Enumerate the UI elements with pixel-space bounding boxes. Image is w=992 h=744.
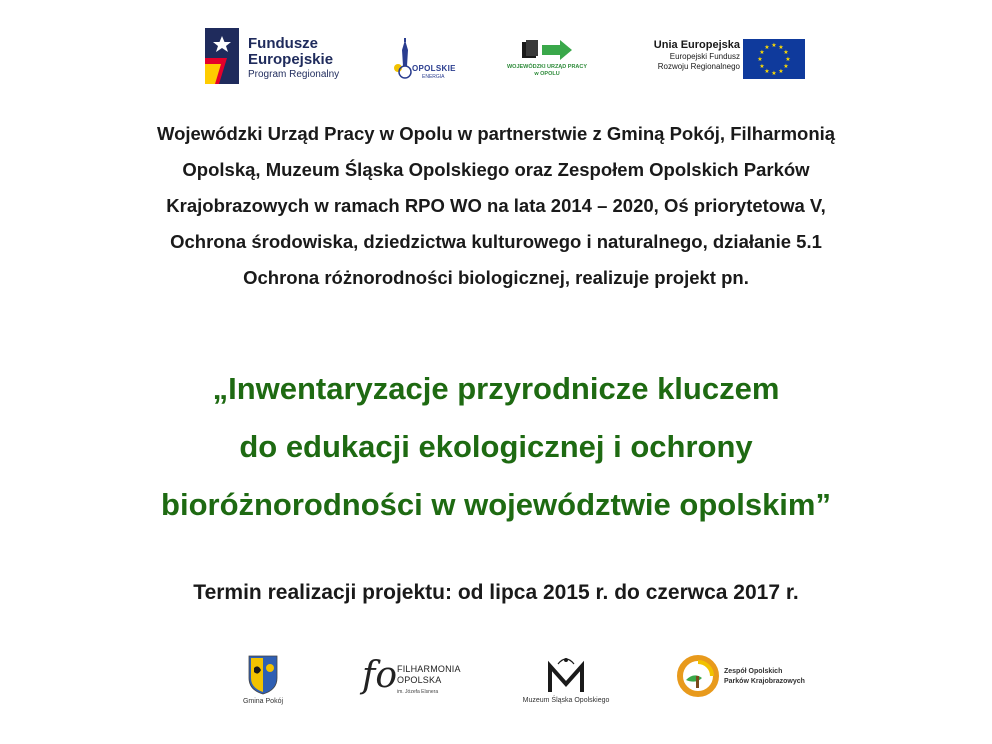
zopk-line2: Parków Krajobrazowych [724,678,805,685]
wup-line2: w OPOLU [534,71,560,77]
fundusze-europejskie-logo [205,28,355,86]
gmina-pokoj-logo [232,654,294,706]
project-title-line-3: bioróżnorodności w województwie opolskim” [161,487,831,522]
muzeum-slaska-logo [506,654,626,706]
svg-text:★: ★ [759,63,765,70]
svg-text:★: ★ [764,44,770,51]
project-title [40,360,952,534]
muzeum-m-icon [506,654,626,696]
intro-line-2: Opolską, Muzeum Śląska Opolskiego oraz Zespołem Opolskich Parków [182,159,810,180]
ue-title: Unia Europejska [653,39,740,51]
svg-text:★: ★ [783,49,789,56]
intro-paragraph [60,116,932,296]
project-title-line-1: „Inwentaryzacje przyrodnicze kluczem [212,371,780,406]
svg-text:★: ★ [771,42,777,49]
fundusze-line2: Europejskie [248,51,334,68]
svg-text:★: ★ [783,63,789,70]
opolskie-sub: ENERGIA [422,74,445,80]
gmina-pokoj-crest-icon [232,654,294,696]
filharmonia-fo-icon: fo [362,655,397,696]
filharmonia-opolska-logo [362,654,472,704]
ue-sub1: Europejski Fundusz [669,52,740,61]
bottom-logo-strip [0,650,992,710]
zopk-emblem-icon [676,654,720,698]
project-term: Termin realizacji projektu: od lipca 2015 r. do czerwca 2017 r. [193,581,799,604]
wup-arrow-icon [498,38,596,64]
filharmonia-line1: FILHARMONIA [397,664,461,674]
project-title-line-2: do edukacji ekologicznej i ochrony [239,429,753,464]
unia-europejska-logo [630,36,806,86]
filharmonia-line2: OPOLSKA [397,675,442,685]
zopk-logo [676,654,816,706]
wup-opole-logo [498,38,596,84]
opolskie-logo [388,38,458,84]
intro-line-4: Ochrona środowiska, dziedzictwa kulturowego i naturalnego, działanie 5.1 [170,231,822,252]
muzeum-label: Muzeum Śląska Opolskiego [522,697,610,704]
ue-sub2: Rozwoju Regionalnego [657,62,740,71]
top-logo-strip [0,24,992,90]
eu-flag-icon [743,39,805,79]
svg-text:★: ★ [785,56,791,63]
gmina-pokoj-label: Gmina Pokój [242,698,284,705]
fundusze-line3: Program Regionalny [248,69,340,80]
fundusze-line1: Fundusze [248,35,318,52]
wup-line1: WOJEWÓDZKI URZĄD PRACY [506,64,588,70]
opolskie-name: OPOLSKIE [412,64,456,73]
intro-line-5: Ochrona różnorodności biologicznej, realizuje projekt pn. [243,267,749,288]
intro-line-1: Wojewódzki Urząd Pracy w Opolu w partnerstwie z Gminą Pokój, Filharmonią [156,123,836,144]
svg-text:★: ★ [759,49,765,56]
svg-text:★: ★ [757,56,763,63]
zopk-line1: Zespół Opolskich [724,668,783,675]
intro-line-3: Krajobrazowych w ramach RPO WO na lata 2014 – 2020, Oś priorytetowa V, [166,195,826,216]
svg-text:★: ★ [778,68,784,75]
svg-text:★: ★ [778,44,784,51]
fundusze-flag-icon [205,28,239,84]
filharmonia-line3: im. Józefa Elsnera [397,689,439,695]
svg-text:★: ★ [771,70,777,77]
svg-text:★: ★ [764,68,770,75]
